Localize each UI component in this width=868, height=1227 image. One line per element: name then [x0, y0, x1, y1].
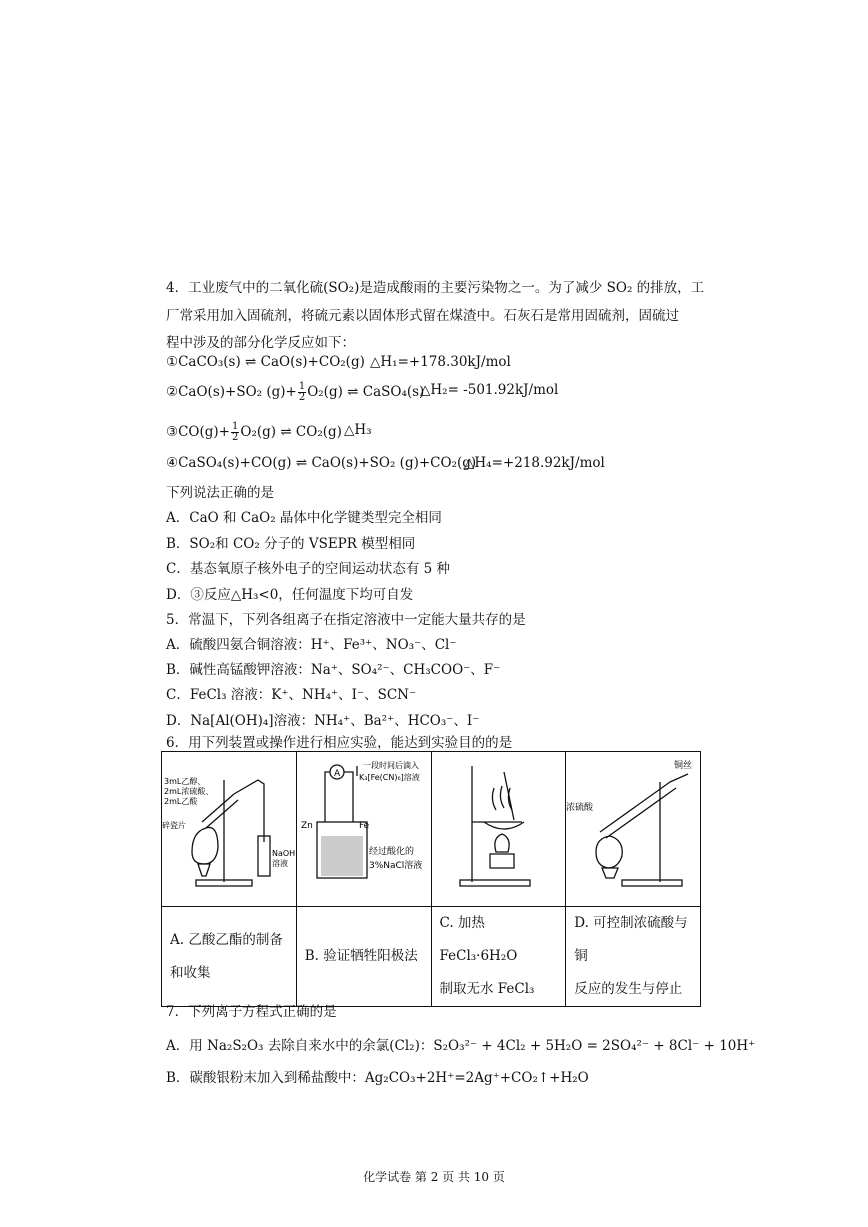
q4-reaction-2 — [166, 381, 559, 403]
q4-reaction-1 — [166, 354, 511, 370]
reaction-2-suffix: O₂(g) ⇌ CaSO₄(s) — [307, 384, 425, 400]
reaction-4-equation: ④CaSO₄(s)+CO(g) ⇌ CaO(s)+SO₂ (g)+CO₂(g) — [166, 455, 477, 471]
q4-prompt: 下列说法正确的是 — [166, 485, 274, 501]
q5-option-d: D．Na[Al(OH)₄]溶液：NH₄⁺、Ba²⁺、HCO₃⁻、I⁻ — [166, 713, 480, 729]
q4-option-c: C．基态氧原子核外电子的空间运动状态有 5 种 — [166, 561, 451, 577]
reaction-1-enthalpy: △H₁=+178.30kJ/mol — [370, 354, 511, 370]
q5-option-b: B．碱性高锰酸钾溶液：Na⁺、SO₄²⁻、CH₃COO⁻、F⁻ — [166, 662, 501, 678]
fig-b-drop-1: 一段时间后滴入 — [362, 761, 419, 770]
fig-a-reagent-2: 2mL浓硫酸、 — [164, 787, 214, 796]
label-a: A. 乙酸乙酯的制备 和收集 — [162, 907, 297, 1007]
ester-preparation-apparatus-icon — [162, 752, 298, 902]
figure-c-cell — [431, 752, 566, 907]
figure-b-cell — [296, 752, 431, 907]
evaporation-apparatus-icon — [432, 752, 552, 902]
label-c: C. 加热 FeCl₃·6H₂O 制取无水 FeCl₃ — [431, 907, 566, 1007]
reaction-3-enthalpy: △H₃ — [344, 422, 372, 438]
experiment-table — [161, 751, 701, 1007]
q6-stem: 6．用下列装置或操作进行相应实验，能达到实验目的的是 — [166, 735, 513, 751]
figure-d-cell — [566, 752, 701, 907]
sacrificial-anode-apparatus-icon — [297, 752, 437, 902]
reaction-2-enthalpy: △H₂= -501.92kJ/mol — [420, 382, 559, 398]
q4-stem-line1: 4．工业废气中的二氧化硫(SO₂)是造成酸雨的主要污染物之一。为了减少 SO₂ 的排放，工 — [166, 280, 705, 296]
q7-option-a: A．用 Na₂S₂O₃ 去除自来水中的余氯(Cl₂)：S₂O₃²⁻ + 4Cl₂ + 5H₂O = 2SO₄²⁻ + 8Cl⁻ + 10H⁺ — [166, 1038, 756, 1054]
q4-option-a: A．CaO 和 CaO₂ 晶体中化学键类型完全相同 — [166, 510, 442, 526]
fig-d-acid: 浓硫酸 — [566, 803, 594, 813]
q5-option-a: A．硫酸四氨合铜溶液：H⁺、Fe³⁺、NO₃⁻、Cl⁻ — [166, 637, 457, 653]
q4-stem-line2: 厂常采用加入固硫剂，将硫元素以固体形式留在煤渣中。石灰石是常用固硫剂，固硫过 — [166, 308, 679, 324]
fig-b-solution-1: 经过酸化的 — [368, 847, 414, 857]
zn-electrode: Zn — [300, 821, 313, 831]
fig-a-naoh: NaOH — [272, 849, 296, 858]
q4-reaction-3 — [166, 421, 372, 443]
label-b: B. 验证牺牲阳极法 — [296, 907, 431, 1007]
fraction-one-half: $\frac{1}{2}$ — [232, 421, 239, 443]
fig-a-reagent-3: 2mL乙酸 — [164, 797, 198, 806]
page-footer: 化学试卷 第 2 页 共 10 页 — [363, 1170, 505, 1184]
reaction-2-prefix: ②CaO(s)+SO₂ (g)+ — [166, 384, 297, 400]
q4-reaction-4 — [166, 455, 605, 471]
q5-stem: 5．常温下，下列各组离子在指定溶液中一定能大量共存的是 — [166, 612, 526, 628]
ammeter-label: A — [333, 769, 340, 779]
fig-a-chips: 碎瓷片 — [162, 821, 186, 830]
figure-a-cell — [162, 752, 297, 907]
reaction-3-suffix: O₂(g) ⇌ CO₂(g) — [240, 424, 342, 440]
fig-d-copper-wire: 铜丝 — [674, 761, 693, 771]
q4-stem-line3: 程中涉及的部分化学反应如下： — [166, 335, 355, 351]
fig-a-solution: 溶液 — [272, 859, 288, 868]
q7-option-b: B．碳酸银粉末加入到稀盐酸中：Ag₂CO₃+2H⁺=2Ag⁺+CO₂↑+H₂O — [166, 1070, 589, 1086]
fe-electrode: Fe — [358, 821, 369, 831]
fig-a-reagent-1: 3mL乙醇、 — [164, 777, 206, 786]
fraction-one-half: $\frac{1}{2}$ — [298, 381, 306, 403]
copper-acid-apparatus-icon — [566, 752, 696, 902]
reaction-3-prefix: ③CO(g)+ — [166, 424, 230, 440]
fig-b-drop-2: K₃[Fe(CN)₆]溶液 — [358, 773, 420, 782]
fig-b-solution-2: 3%NaCl溶液 — [368, 861, 423, 871]
label-d: D. 可控制浓硫酸与铜 反应的发生与停止 — [566, 907, 701, 1007]
q4-option-d: D．③反应△H₃<0，任何温度下均可自发 — [166, 587, 414, 603]
q4-option-b: B．SO₂和 CO₂ 分子的 VSEPR 模型相同 — [166, 536, 416, 552]
q7-stem: 7．下列离子方程式正确的是 — [166, 1004, 337, 1020]
q5-option-c: C．FeCl₃ 溶液：K⁺、NH₄⁺、I⁻、SCN⁻ — [166, 687, 417, 703]
reaction-1-equation: ①CaCO₃(s) ⇌ CaO(s)+CO₂(g) — [166, 354, 365, 370]
reaction-4-enthalpy: △H₄=+218.92kJ/mol — [464, 455, 605, 471]
